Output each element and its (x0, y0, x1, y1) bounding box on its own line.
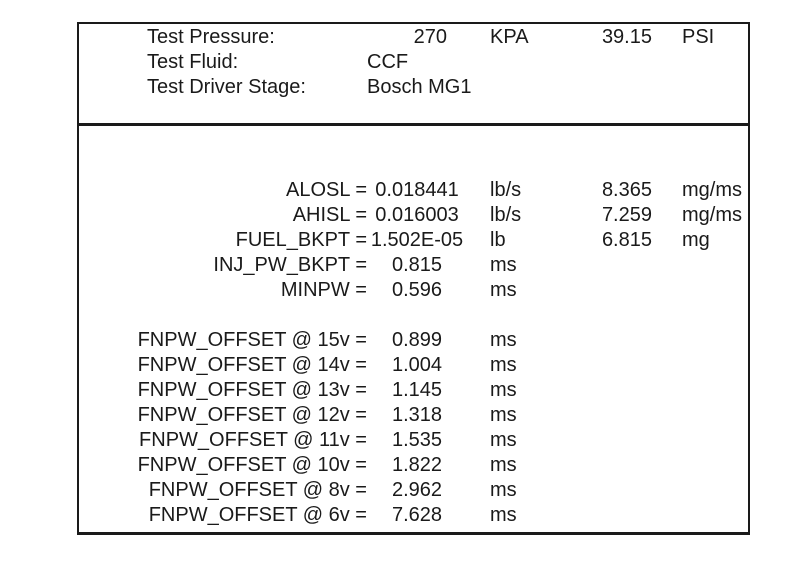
fnpw-offset-11v-unit: ms (490, 429, 517, 451)
fnpw-offset-15v-label: FNPW_OFFSET @ 15v = (137, 329, 367, 351)
parameters-section (79, 126, 748, 528)
ahisl-row (79, 203, 748, 228)
test-pressure-psi-value: 39.15 (601, 26, 652, 48)
inj-pw-bkpt-value: 0.815 (391, 254, 443, 276)
test-report-box (77, 22, 750, 535)
alosl-label: ALOSL = (286, 179, 367, 201)
fnpw-offset-11v-value: 1.535 (391, 429, 443, 451)
alosl-metric-unit: mg/ms (682, 179, 742, 201)
test-driver-stage-row (79, 75, 748, 100)
fuel-bkpt-metric-unit: mg (682, 229, 710, 251)
inj-pw-bkpt-unit: ms (490, 254, 517, 276)
ahisl-value: 0.016003 (375, 204, 459, 226)
inj-pw-bkpt-label: INJ_PW_BKPT = (213, 254, 367, 276)
alosl-row (79, 178, 748, 203)
fnpw-offset-11v-label: FNPW_OFFSET @ 11v = (139, 429, 367, 451)
fnpw-offset-10v-unit: ms (490, 454, 517, 476)
ahisl-metric-unit: mg/ms (682, 204, 742, 226)
ahisl-label: AHISL = (292, 204, 367, 226)
fnpw-offset-10v-row (79, 453, 748, 478)
test-pressure-unit: KPA (490, 26, 529, 48)
fnpw-offset-6v-unit: ms (490, 504, 517, 526)
test-driver-stage-value: Bosch MG1 (367, 76, 472, 98)
test-fluid-row (79, 50, 748, 75)
blank-row (79, 303, 748, 328)
test-pressure-label: Test Pressure: (147, 26, 275, 48)
fnpw-offset-13v-row (79, 378, 748, 403)
fnpw-offset-6v-value: 7.628 (391, 504, 443, 526)
fnpw-offset-14v-row (79, 353, 748, 378)
minpw-label: MINPW = (280, 279, 367, 301)
fnpw-offset-10v-label: FNPW_OFFSET @ 10v = (137, 454, 367, 476)
test-pressure-value: 270 (413, 26, 447, 48)
fnpw-offset-13v-unit: ms (490, 379, 517, 401)
fnpw-offset-14v-label: FNPW_OFFSET @ 14v = (137, 354, 367, 376)
ahisl-metric-value: 7.259 (601, 204, 652, 226)
alosl-unit: lb/s (490, 179, 522, 201)
fnpw-offset-8v-value: 2.962 (391, 479, 443, 501)
fnpw-offset-12v-value: 1.318 (391, 404, 443, 426)
fnpw-offset-6v-row (79, 503, 748, 528)
inj-pw-bkpt-row (79, 253, 748, 278)
fnpw-offset-6v-label: FNPW_OFFSET @ 6v = (148, 504, 367, 526)
fuel-bkpt-metric-value: 6.815 (601, 229, 652, 251)
fnpw-offset-14v-value: 1.004 (391, 354, 443, 376)
fnpw-offset-12v-unit: ms (490, 404, 517, 426)
fnpw-offset-13v-label: FNPW_OFFSET @ 13v = (137, 379, 367, 401)
test-pressure-psi-unit: PSI (682, 26, 715, 48)
minpw-value: 0.596 (391, 279, 443, 301)
test-conditions-section (79, 24, 748, 100)
fnpw-offset-8v-unit: ms (490, 479, 517, 501)
fnpw-offset-8v-label: FNPW_OFFSET @ 8v = (148, 479, 367, 501)
test-fluid-value: CCF (367, 51, 409, 73)
minpw-row (79, 278, 748, 303)
fnpw-offset-14v-unit: ms (490, 354, 517, 376)
fnpw-offset-12v-row (79, 403, 748, 428)
minpw-unit: ms (490, 279, 517, 301)
fnpw-offset-10v-value: 1.822 (391, 454, 443, 476)
fnpw-offset-12v-label: FNPW_OFFSET @ 12v = (137, 404, 367, 426)
alosl-value: 0.018441 (375, 179, 459, 201)
fuel-bkpt-row (79, 228, 748, 253)
test-fluid-label: Test Fluid: (147, 51, 239, 73)
fnpw-offset-15v-value: 0.899 (391, 329, 443, 351)
test-pressure-row (79, 25, 748, 50)
fuel-bkpt-label: FUEL_BKPT = (235, 229, 367, 251)
alosl-metric-value: 8.365 (601, 179, 652, 201)
fuel-bkpt-value: 1.502E-05 (370, 229, 464, 251)
fnpw-offset-8v-row (79, 478, 748, 503)
fuel-bkpt-unit: lb (490, 229, 506, 251)
test-driver-stage-label: Test Driver Stage: (147, 76, 306, 98)
ahisl-unit: lb/s (490, 204, 522, 226)
fnpw-offset-11v-row (79, 428, 748, 453)
fnpw-offset-15v-row (79, 328, 748, 353)
fnpw-offset-15v-unit: ms (490, 329, 517, 351)
fnpw-offset-13v-value: 1.145 (391, 379, 443, 401)
